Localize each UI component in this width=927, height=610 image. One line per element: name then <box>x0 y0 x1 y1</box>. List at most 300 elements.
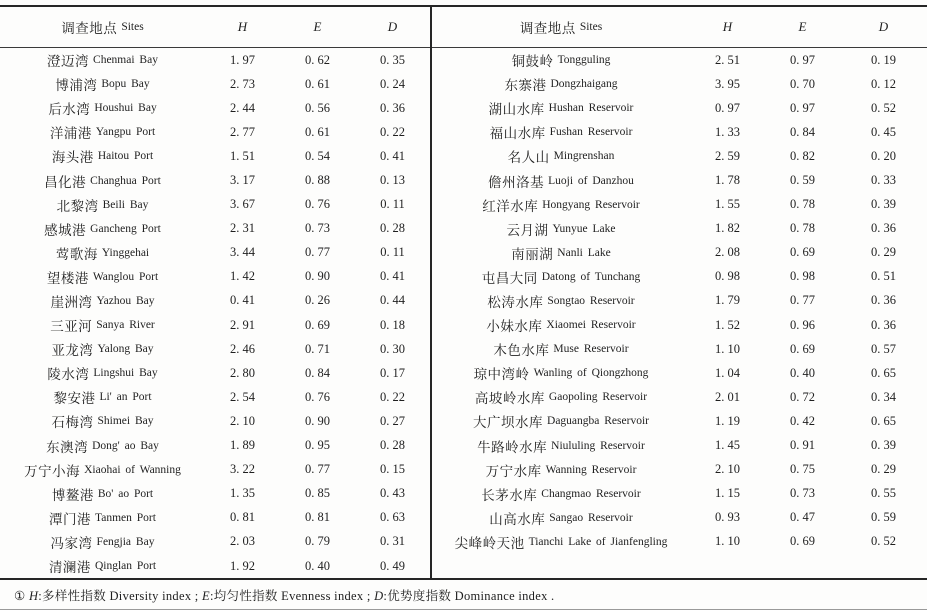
site-name-cn: 东澳湾 <box>46 439 89 455</box>
d-value: 0. 13 <box>380 173 405 188</box>
d-value: 0. 18 <box>380 317 405 332</box>
site-name <box>0 315 205 335</box>
e-value: 0. 69 <box>790 341 815 356</box>
site-name-cn: 北黎湾 <box>56 198 99 214</box>
site-name-en: Dongzhaigang <box>550 78 618 91</box>
site-name-en: Bopu Bay <box>101 78 150 91</box>
table-row <box>0 96 430 120</box>
site-column-header <box>0 17 205 37</box>
d-value: 0. 19 <box>871 52 896 67</box>
site-name <box>432 387 690 407</box>
table-row <box>432 217 927 241</box>
d-value: 0. 39 <box>871 438 896 453</box>
d-value: 0. 31 <box>380 534 405 549</box>
table-row <box>432 313 927 337</box>
e-value: 0. 75 <box>790 462 815 477</box>
e-value: 0. 59 <box>790 173 815 188</box>
table-row <box>0 506 430 530</box>
h-value: 2. 51 <box>715 52 740 67</box>
h-value: 1. 82 <box>715 221 740 236</box>
site-name <box>0 171 205 191</box>
e-value: 0. 81 <box>305 510 330 525</box>
h-column-header: H <box>237 19 248 34</box>
e-value: 0. 61 <box>305 124 330 139</box>
d-value: 0. 20 <box>871 148 896 163</box>
site-name-en: Daguangba Reservoir <box>547 415 649 428</box>
table-row <box>0 482 430 506</box>
d-value: 0. 55 <box>871 486 896 501</box>
d-value: 0. 30 <box>380 341 405 356</box>
e-value: 0. 62 <box>305 52 330 67</box>
table-row <box>0 193 430 217</box>
site-name-en: Yangpu Port <box>95 126 156 139</box>
site-name-cn: 东寨港 <box>504 78 547 94</box>
d-value: 0. 52 <box>871 534 896 549</box>
site-name-cn: 高坡岭水库 <box>474 391 545 407</box>
sites-index-table <box>0 5 927 580</box>
d-value: 0. 22 <box>380 124 405 139</box>
site-name-cn: 松涛水库 <box>487 294 544 310</box>
e-value: 0. 78 <box>790 197 815 212</box>
e-value: 0. 90 <box>305 413 330 428</box>
site-name <box>0 556 205 576</box>
site-name-en: Changmao Reservoir <box>541 487 641 500</box>
site-column-header-en: Sites <box>121 21 144 33</box>
table-row <box>432 48 927 72</box>
h-value: 1. 51 <box>230 148 255 163</box>
h-value: 1. 35 <box>230 486 255 501</box>
table-row <box>432 337 927 361</box>
h-value: 1. 15 <box>715 486 740 501</box>
h-value: 0. 98 <box>715 269 740 284</box>
site-name-cn: 尖峰岭天池 <box>454 535 525 551</box>
site-name-en: Yunyue Lake <box>552 222 616 235</box>
e-value: 0. 69 <box>790 534 815 549</box>
site-name <box>0 98 205 118</box>
h-value: 1. 10 <box>715 341 740 356</box>
table-row <box>432 289 927 313</box>
site-name-cn: 山高水库 <box>489 511 546 527</box>
site-name-en: Dong' ao Bay <box>92 439 159 452</box>
h-value: 1. 79 <box>715 293 740 308</box>
site-name-cn: 屯昌大同 <box>481 270 538 286</box>
footnote-symbol: H <box>28 589 39 604</box>
site-name-en: Xiaohai of Wanning <box>84 463 181 476</box>
left-table <box>0 7 430 578</box>
d-value: 0. 12 <box>871 76 896 91</box>
h-value: 2. 08 <box>715 245 740 260</box>
e-value: 0. 84 <box>790 124 815 139</box>
site-name-en: Hushan Reservoir <box>548 102 634 115</box>
site-name-en: Shimei Bay <box>97 415 154 428</box>
site-name-en: Niululing Reservoir <box>551 439 645 452</box>
site-name-cn: 万宁水库 <box>485 463 542 479</box>
d-column-header: D <box>387 19 398 34</box>
d-value: 0. 49 <box>380 558 405 573</box>
site-name-cn: 澄迈湾 <box>47 54 90 70</box>
table-row <box>0 554 430 578</box>
h-value: 2. 10 <box>230 413 255 428</box>
site-name-en: Yalong Bay <box>97 343 154 356</box>
d-value: 0. 44 <box>380 293 405 308</box>
site-name-cn: 陵水湾 <box>47 367 90 383</box>
site-name-en: Li' an Port <box>99 391 152 404</box>
h-value: 2. 91 <box>230 317 255 332</box>
d-value: 0. 17 <box>380 365 405 380</box>
left-table-body <box>0 48 430 578</box>
site-name <box>432 195 690 215</box>
site-name-cn: 潭门港 <box>49 511 92 527</box>
site-name <box>432 98 690 118</box>
site-name <box>0 436 205 456</box>
table-row <box>432 144 927 168</box>
h-value: 1. 55 <box>715 197 740 212</box>
h-value: 1. 45 <box>715 438 740 453</box>
site-name-en: Fushan Reservoir <box>549 126 633 139</box>
table-row <box>0 458 430 482</box>
site-name-en: Beili Bay <box>102 198 149 211</box>
table-row <box>432 361 927 385</box>
left-table-header <box>0 7 430 48</box>
site-name <box>432 219 690 239</box>
site-name-en: Chenmai Bay <box>93 54 158 67</box>
site-name-cn: 冯家湾 <box>50 535 93 551</box>
d-value: 0. 36 <box>380 100 405 115</box>
site-name-cn: 福山水库 <box>489 126 546 142</box>
d-value: 0. 63 <box>380 510 405 525</box>
e-value: 0. 73 <box>305 221 330 236</box>
site-name <box>0 387 205 407</box>
table-row <box>0 265 430 289</box>
site-name-en: Changhua Port <box>90 174 161 187</box>
site-name-cn: 儋州洛基 <box>488 174 545 190</box>
site-name-cn: 昌化港 <box>44 174 87 190</box>
site-name-cn: 海头港 <box>51 150 94 166</box>
site-name-cn: 铜鼓岭 <box>511 54 554 70</box>
site-name <box>0 460 205 480</box>
h-value: 3. 22 <box>230 462 255 477</box>
h-value: 2. 10 <box>715 462 740 477</box>
d-value: 0. 52 <box>871 100 896 115</box>
site-name-cn: 牛路岭水库 <box>477 439 548 455</box>
site-name-en: Yazhou Bay <box>96 294 155 307</box>
e-value: 0. 54 <box>305 148 330 163</box>
table-row <box>0 361 430 385</box>
site-name <box>0 243 205 263</box>
d-value: 0. 29 <box>871 245 896 260</box>
e-value: 0. 47 <box>790 510 815 525</box>
footnote-symbol: E <box>202 589 210 604</box>
site-column-header-cn: 调查地点 <box>519 21 576 36</box>
d-value: 0. 36 <box>871 317 896 332</box>
site-name <box>432 484 690 504</box>
d-value: 0. 36 <box>871 221 896 236</box>
site-name-en: Hongyang Reservoir <box>542 198 640 211</box>
site-name <box>0 219 205 239</box>
site-name <box>432 508 690 528</box>
d-value: 0. 27 <box>380 413 405 428</box>
site-name-cn: 湖山水库 <box>488 102 545 118</box>
e-column-header: E <box>798 19 807 34</box>
site-name-cn: 小妹水库 <box>486 319 543 335</box>
site-name-en: Wanling of Qiongzhong <box>533 367 649 380</box>
site-name <box>432 460 690 480</box>
site-name-en: Haitou Port <box>97 150 154 163</box>
d-value: 0. 11 <box>380 245 405 260</box>
site-name-cn: 感城港 <box>44 222 87 238</box>
site-column-header <box>432 17 690 37</box>
e-value: 0. 90 <box>305 269 330 284</box>
h-value: 0. 93 <box>715 510 740 525</box>
table-row <box>0 385 430 409</box>
table-row <box>432 482 927 506</box>
e-value: 0. 76 <box>305 389 330 404</box>
h-value: 1. 78 <box>715 173 740 188</box>
h-value: 2. 59 <box>715 148 740 163</box>
h-value: 0. 41 <box>230 293 255 308</box>
table-row <box>432 530 927 554</box>
d-value: 0. 24 <box>380 76 405 91</box>
site-name-cn: 洋浦港 <box>49 126 92 142</box>
table-row <box>432 385 927 409</box>
site-name-cn: 云月湖 <box>506 222 549 238</box>
h-value: 1. 33 <box>715 124 740 139</box>
table-footnote <box>0 580 927 604</box>
h-value: 1. 97 <box>230 52 255 67</box>
d-value: 0. 15 <box>380 462 405 477</box>
e-value: 0. 82 <box>790 148 815 163</box>
h-value: 0. 81 <box>230 510 255 525</box>
table-row <box>0 120 430 144</box>
h-value: 1. 89 <box>230 438 255 453</box>
table-row <box>432 265 927 289</box>
site-name <box>432 267 690 287</box>
e-value: 0. 78 <box>790 221 815 236</box>
site-name-en: Xiaomei Reservoir <box>546 319 636 332</box>
site-name <box>0 339 205 359</box>
d-value: 0. 28 <box>380 438 405 453</box>
table-row <box>432 96 927 120</box>
h-value: 0. 97 <box>715 100 740 115</box>
table-row <box>0 434 430 458</box>
site-name <box>432 291 690 311</box>
table-row <box>0 72 430 96</box>
h-value: 2. 54 <box>230 389 255 404</box>
h-value: 1. 42 <box>230 269 255 284</box>
d-value: 0. 41 <box>380 269 405 284</box>
h-value: 2. 80 <box>230 365 255 380</box>
table-row <box>432 409 927 433</box>
table-row <box>432 193 927 217</box>
e-value: 0. 96 <box>790 317 815 332</box>
site-name-cn: 名人山 <box>507 150 550 166</box>
table-row <box>0 313 430 337</box>
site-name-en: Muse Reservoir <box>553 343 629 356</box>
table-row <box>432 241 927 265</box>
site-name <box>0 195 205 215</box>
site-name-cn: 三亚河 <box>50 319 93 335</box>
site-column-header-en: Sites <box>579 21 603 33</box>
site-name-cn: 石梅湾 <box>51 415 94 431</box>
site-name-en: Songtao Reservoir <box>547 294 635 307</box>
footnote-symbol: D <box>374 589 384 604</box>
e-column-header: E <box>313 19 322 34</box>
site-name <box>432 171 690 191</box>
table-row <box>0 530 430 554</box>
h-value: 3. 67 <box>230 197 255 212</box>
site-name <box>432 315 690 335</box>
d-value: 0. 65 <box>871 365 896 380</box>
site-name-en: Nanli Lake <box>557 246 611 259</box>
site-name-cn: 万宁小海 <box>24 463 81 479</box>
site-name-cn: 莺歌海 <box>55 246 98 262</box>
site-name-cn: 望楼港 <box>46 270 89 286</box>
site-name-en: Qinglan Port <box>94 560 157 573</box>
e-value: 0. 61 <box>305 76 330 91</box>
table-row <box>0 337 430 361</box>
e-value: 0. 95 <box>305 438 330 453</box>
d-value: 0. 65 <box>871 413 896 428</box>
site-name <box>0 146 205 166</box>
h-value: 1. 19 <box>715 413 740 428</box>
h-value: 2. 01 <box>715 389 740 404</box>
site-name-cn: 博鳌港 <box>51 487 94 503</box>
e-value: 0. 77 <box>305 245 330 260</box>
h-value: 2. 44 <box>230 100 255 115</box>
site-name-en: Tianchi Lake of Jianfengling <box>528 535 668 548</box>
footnote-text: :优势度指数 Dominance index . <box>383 589 555 604</box>
site-name <box>0 50 205 70</box>
site-name-en: Wanning Reservoir <box>545 463 637 476</box>
site-name-cn: 亚龙湾 <box>51 343 94 359</box>
site-name <box>0 74 205 94</box>
table-row <box>0 48 430 72</box>
site-name <box>0 484 205 504</box>
d-value: 0. 59 <box>871 510 896 525</box>
table-row <box>0 217 430 241</box>
d-value: 0. 29 <box>871 462 896 477</box>
e-value: 0. 71 <box>305 341 330 356</box>
d-value: 0. 11 <box>380 197 405 212</box>
site-name <box>0 363 205 383</box>
table-row <box>432 506 927 530</box>
site-name-en: Gancheng Port <box>90 222 161 235</box>
right-table <box>430 7 927 578</box>
table-row <box>0 168 430 192</box>
table-row <box>432 458 927 482</box>
table-row <box>432 72 927 96</box>
e-value: 0. 72 <box>790 389 815 404</box>
d-value: 0. 43 <box>380 486 405 501</box>
site-name-en: Houshui Bay <box>94 102 157 115</box>
site-name-cn: 长茅水库 <box>481 487 538 503</box>
site-name-en: Wanglou Port <box>92 270 159 283</box>
site-name <box>432 532 690 552</box>
e-value: 0. 42 <box>790 413 815 428</box>
site-name-en: Yinggehai <box>101 246 150 259</box>
e-value: 0. 97 <box>790 52 815 67</box>
d-value: 0. 22 <box>380 389 405 404</box>
site-name <box>0 122 205 142</box>
site-name-en: Sanya River <box>96 319 155 332</box>
h-value: 2. 73 <box>230 76 255 91</box>
site-name <box>0 532 205 552</box>
site-name <box>0 267 205 287</box>
table-row <box>432 120 927 144</box>
e-value: 0. 40 <box>790 365 815 380</box>
site-name-en: Bo' ao Port <box>97 487 154 500</box>
site-name-cn: 琼中湾岭 <box>473 367 530 383</box>
e-value: 0. 91 <box>790 438 815 453</box>
site-name-cn: 木色水库 <box>493 343 550 359</box>
footnote-text: :均匀性指数 Evenness index ; <box>209 589 375 604</box>
site-name <box>432 50 690 70</box>
site-name-en: Luoji of Danzhou <box>548 174 634 187</box>
e-value: 0. 70 <box>790 76 815 91</box>
e-value: 0. 84 <box>305 365 330 380</box>
table-row <box>0 144 430 168</box>
site-name-cn: 大广坝水库 <box>473 415 544 431</box>
site-name-cn: 红洋水库 <box>482 198 539 214</box>
h-value: 1. 04 <box>715 365 740 380</box>
d-value: 0. 28 <box>380 221 405 236</box>
table-row <box>432 168 927 192</box>
h-value: 1. 52 <box>715 317 740 332</box>
h-value: 2. 31 <box>230 221 255 236</box>
table-row <box>432 434 927 458</box>
site-name-en: Tongguling <box>557 54 611 67</box>
site-name <box>432 339 690 359</box>
e-value: 0. 85 <box>305 486 330 501</box>
site-name <box>0 291 205 311</box>
site-name-cn: 黎安港 <box>53 391 96 407</box>
site-name <box>0 411 205 431</box>
e-value: 0. 69 <box>790 245 815 260</box>
h-value: 1. 10 <box>715 534 740 549</box>
e-value: 0. 77 <box>305 462 330 477</box>
d-value: 0. 33 <box>871 173 896 188</box>
site-name-cn: 清澜港 <box>48 560 91 576</box>
site-name <box>432 122 690 142</box>
d-value: 0. 34 <box>871 389 896 404</box>
h-value: 3. 44 <box>230 245 255 260</box>
e-value: 0. 73 <box>790 486 815 501</box>
h-value: 3. 95 <box>715 76 740 91</box>
site-name-en: Gaopoling Reservoir <box>548 391 648 404</box>
e-value: 0. 69 <box>305 317 330 332</box>
d-value: 0. 41 <box>380 148 405 163</box>
site-name-cn: 后水湾 <box>48 102 91 118</box>
d-value: 0. 45 <box>871 124 896 139</box>
d-value: 0. 39 <box>871 197 896 212</box>
site-name <box>432 146 690 166</box>
h-value: 1. 92 <box>230 558 255 573</box>
e-value: 0. 88 <box>305 173 330 188</box>
d-value: 0. 51 <box>871 269 896 284</box>
right-table-header <box>432 7 927 48</box>
site-name <box>432 411 690 431</box>
table-row <box>0 241 430 265</box>
d-value: 0. 57 <box>871 341 896 356</box>
e-value: 0. 76 <box>305 197 330 212</box>
footnote-text: ① <box>14 589 29 604</box>
site-name-cn: 崖洲湾 <box>50 294 93 310</box>
h-column-header: H <box>722 19 733 34</box>
e-value: 0. 79 <box>305 534 330 549</box>
table-row <box>0 409 430 433</box>
h-value: 2. 46 <box>230 341 255 356</box>
h-value: 3. 17 <box>230 173 255 188</box>
